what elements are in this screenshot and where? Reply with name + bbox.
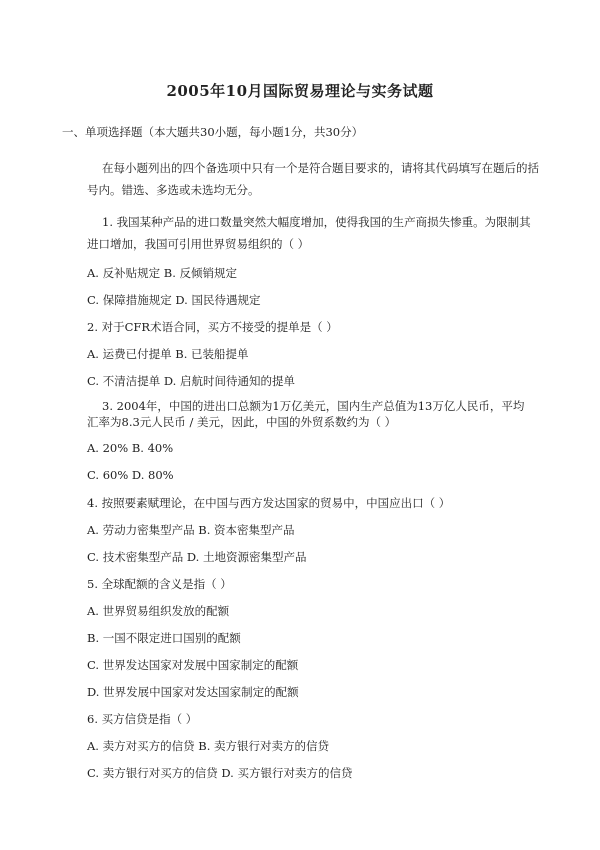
instructions-line: 号内。错选、多选或未选均无分。 [87,183,260,197]
question-option: C. 卖方银行对买方的信贷 D. 买方银行对卖方的信贷 [87,766,353,780]
question-stem: 1. 我国某种产品的进口数量突然大幅度增加，使得我国的生产商损失惨重。为限制其 [102,215,531,229]
question-option: A. 运费已付提单 B. 已装船提单 [87,347,249,361]
section-heading: 一、单项选择题（本大题共30小题，每小题1分，共30分） [62,125,364,139]
page-title: 2005年10月国际贸易理论与实务试题 [166,82,434,100]
question-option: B. 一国不限定进口国别的配额 [87,631,241,645]
question-option: C. 不清洁提单 D. 启航时间待通知的提单 [87,374,295,388]
question-option: A. 卖方对买方的信贷 B. 卖方银行对卖方的信贷 [87,739,330,753]
question-option: C. 世界发达国家对发展中国家制定的配额 [87,658,299,672]
question-stem: 汇率为8.3元人民币 / 美元，因此，中国的外贸系数约为（ ） [87,415,397,429]
question-option: A. 20% B. 40% [87,441,174,455]
question-option: C. 保障措施规定 D. 国民待遇规定 [87,293,261,307]
question-option: A. 劳动力密集型产品 B. 资本密集型产品 [87,523,295,537]
question-option: A. 反补贴规定 B. 反倾销规定 [87,266,238,280]
question-option: D. 世界发展中国家对发达国家制定的配额 [87,685,299,699]
question-stem: 进口增加，我国可引用世界贸易组织的（ ） [87,237,310,251]
instructions-line: 在每小题列出的四个备选项中只有一个是符合题目要求的，请将其代码填写在题后的括 [102,161,539,175]
question-stem: 5. 全球配额的含义是指（ ） [87,577,232,591]
question-option: A. 世界贸易组织发放的配额 [87,604,230,618]
question-option: C. 技术密集型产品 D. 土地资源密集型产品 [87,550,307,564]
question-stem: 3. 2004年，中国的进出口总额为1万亿美元，国内生产总值为13万亿人民币，平均 [102,399,525,413]
question-stem: 6. 买方信贷是指（ ） [87,712,198,726]
question-stem: 2. 对于CFR术语合同，买方不接受的提单是（ ） [87,320,338,334]
question-stem: 4. 按照要素赋理论，在中国与西方发达国家的贸易中，中国应出口（ ） [87,496,451,510]
question-option: C. 60% D. 80% [87,468,174,482]
